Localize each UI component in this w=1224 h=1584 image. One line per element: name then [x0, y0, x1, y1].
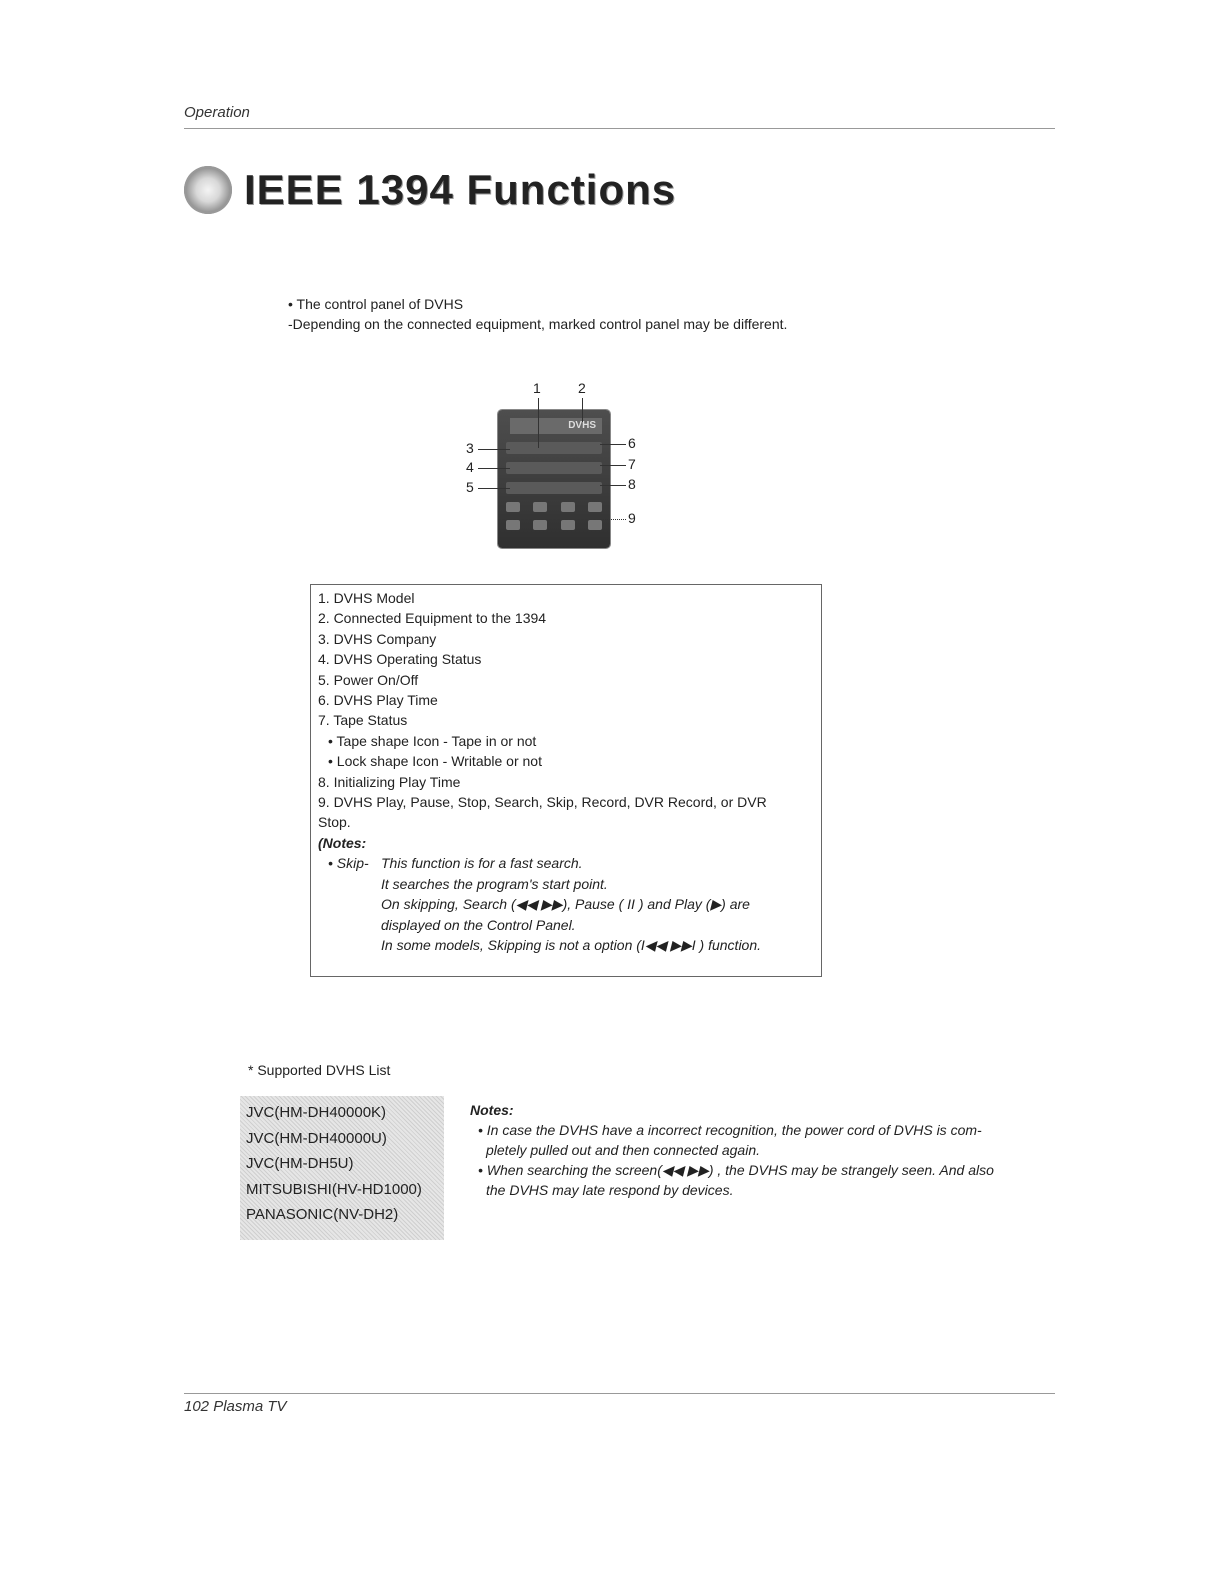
note-1-line-a: • In case the DVHS have a incorrect recognition, the power cord of DVHS is com- — [478, 1122, 982, 1138]
leader-6 — [600, 444, 626, 445]
note-item-2 — [470, 1160, 1030, 1200]
callout-4: 4 — [466, 459, 474, 475]
disc-bullet-icon — [184, 166, 232, 214]
intro-text — [288, 294, 787, 334]
panel-row-status — [506, 462, 602, 474]
intro-line-1: • The control panel of DVHS — [288, 296, 464, 312]
panel-buttons-row-2 — [506, 520, 602, 530]
note-1-line-b: pletely pulled out and then connected again. — [486, 1142, 760, 1158]
dvhs-panel-image — [498, 410, 610, 548]
callout-9: 9 — [628, 510, 636, 526]
dvhs-control-panel-figure — [440, 378, 660, 558]
skip-line-2: It searches the program's start point. — [381, 875, 608, 892]
legend-item-2: 2. Connected Equipment to the 1394 — [318, 610, 547, 627]
callout-7: 7 — [628, 456, 636, 472]
skip-line-5: In some models, Skipping is not a option (I◀◀ ▶▶I ) function. — [381, 936, 762, 953]
supported-model: MITSUBISHI(HV-HD1000) — [246, 1180, 422, 1198]
page-title: IEEE 1394 Functions — [244, 166, 677, 213]
note-2-line-a: • When searching the screen(◀◀ ▶▶) , the DVHS may be strangely seen. And also — [478, 1162, 994, 1178]
callout-5: 5 — [466, 479, 474, 495]
footer-rule — [184, 1393, 1055, 1394]
panel-row-power — [506, 482, 602, 494]
header-rule — [184, 128, 1055, 129]
supported-list-label: * Supported DVHS List — [248, 1062, 391, 1078]
skip-line-3: On skipping, Search (◀◀ ▶▶), Pause ( II ) and Play (▶) are — [381, 896, 750, 913]
panel-legend-box — [310, 584, 822, 977]
section-label: Operation — [184, 104, 250, 121]
legend-item-6: 6. DVHS Play Time — [318, 692, 438, 709]
notes-section — [470, 1100, 1030, 1200]
legend-item-5: 5. Power On/Off — [318, 671, 419, 688]
skip-key: • Skip- — [328, 855, 369, 872]
panel-header: DVHS — [510, 418, 602, 434]
leader-7 — [600, 465, 626, 466]
supported-model: JVC(HM-DH40000U) — [246, 1129, 387, 1147]
legend-item-9: 9. DVHS Play, Pause, Stop, Search, Skip, Record, DVR Record, or DVR — [318, 794, 767, 811]
callout-6: 6 — [628, 435, 636, 451]
leader-4 — [478, 468, 510, 469]
callout-3: 3 — [466, 440, 474, 456]
skip-line-4: displayed on the Control Panel. — [381, 916, 576, 933]
legend-item-7: 7. Tape Status — [318, 712, 408, 729]
notes-heading: Notes: — [470, 1102, 514, 1118]
leader-8 — [600, 485, 626, 486]
skip-note — [318, 853, 821, 955]
note-item-1 — [470, 1120, 1030, 1160]
panel-row-company — [506, 442, 602, 454]
leader-2 — [582, 398, 583, 422]
leader-3 — [478, 449, 510, 450]
legend-item-4: 4. DVHS Operating Status — [318, 651, 482, 668]
leader-5 — [478, 488, 510, 489]
supported-dvhs-list — [240, 1096, 444, 1240]
supported-model: JVC(HM-DH40000K) — [246, 1104, 387, 1121]
callout-8: 8 — [628, 476, 636, 492]
legend-item-9-cont: Stop. — [318, 814, 351, 831]
leader-9 — [600, 519, 626, 520]
callout-1: 1 — [533, 380, 541, 396]
legend-subitem-tape: • Tape shape Icon - Tape in or not — [328, 732, 537, 749]
page-footer: 102 Plasma TV — [184, 1398, 287, 1415]
legend-item-1: 1. DVHS Model — [318, 590, 415, 606]
title-block — [184, 166, 676, 214]
note-2-line-b: the DVHS may late respond by devices. — [486, 1182, 734, 1198]
box-notes-heading: (Notes: — [318, 834, 367, 851]
legend-item-3: 3. DVHS Company — [318, 630, 437, 647]
skip-lines — [381, 853, 761, 955]
callout-2: 2 — [578, 380, 586, 396]
legend-item-8: 8. Initializing Play Time — [318, 773, 461, 790]
legend-subitem-lock: • Lock shape Icon - Writable or not — [328, 753, 542, 770]
skip-line-1: This function is for a fast search. — [381, 855, 583, 872]
supported-model: PANASONIC(NV-DH2) — [246, 1206, 399, 1224]
supported-model: JVC(HM-DH5U) — [246, 1155, 354, 1173]
intro-line-2: -Depending on the connected equipment, marked control panel may be different. — [288, 316, 788, 332]
leader-1 — [538, 398, 539, 448]
panel-buttons-row-1 — [506, 502, 602, 512]
